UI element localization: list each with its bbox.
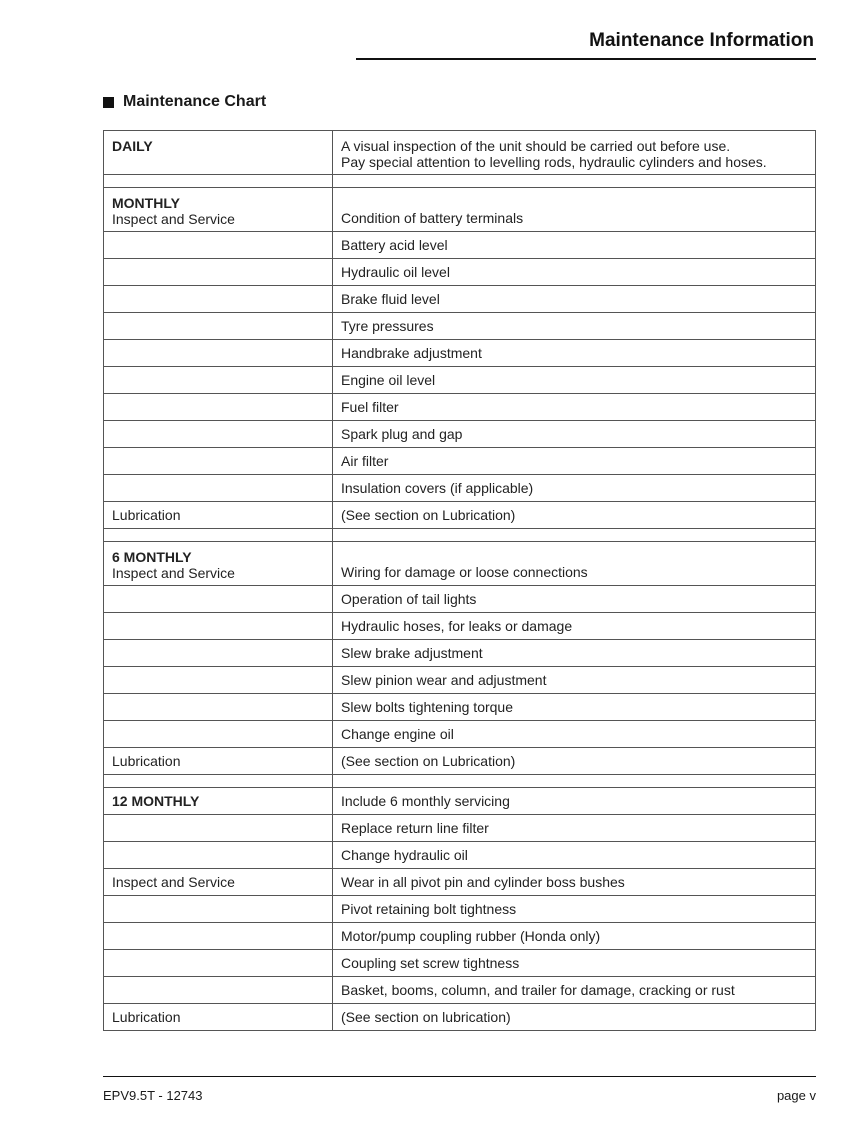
monthly-item-row [104,367,816,394]
twelve-monthly-item-row-label [104,842,333,869]
twelve-monthly-item-row-label [104,788,333,815]
monthly-item-row [104,313,816,340]
monthly-item-row-text: Handbrake adjustment [333,340,816,367]
maintenance-chart-table [103,130,816,1031]
twelve-monthly-item-row-label [104,815,333,842]
monthly-item-row-label [104,313,333,340]
monthly-sublabel: Inspect and Service [112,211,235,227]
square-bullet-icon [103,97,114,108]
monthly-item-row-label [104,448,333,475]
monthly-label: MONTHLY [112,195,180,211]
six-monthly-item-row-text: Slew pinion wear and adjustment [333,667,816,694]
twelve-monthly-item-row [104,977,816,1004]
monthly-item-row-label [104,367,333,394]
section-heading [103,93,266,111]
monthly-item-row-text: Engine oil level [333,367,816,394]
twelve-monthly-label: 12 MONTHLY [112,793,200,809]
monthly-item-row-label [104,259,333,286]
six-monthly-lubrication-row-text: (See section on Lubrication) [333,748,816,775]
twelve-monthly-item-row [104,923,816,950]
six-monthly-item-row-label [104,640,333,667]
monthly-item-row-label [104,421,333,448]
monthly-item-row [104,286,816,313]
monthly-lubrication-row-text: (See section on Lubrication) [333,502,816,529]
six-monthly-item-row-label [104,613,333,640]
twelve-monthly-item-row-text: Include 6 monthly servicing [333,788,816,815]
monthly-item-row [104,421,816,448]
footer-divider [103,1076,816,1077]
monthly-header-row [104,188,816,232]
twelve-monthly-inspect-row [104,869,816,896]
six-monthly-item-row-label [104,586,333,613]
monthly-item-row-text: Brake fluid level [333,286,816,313]
twelve-monthly-item-row-label [104,923,333,950]
daily-text-line1: A visual inspection of the unit should be carried out before use. [341,138,731,154]
twelve-monthly-inspect-row-text: Wear in all pivot pin and cylinder boss bushes [333,869,816,896]
six-monthly-item-row-label [104,667,333,694]
daily-label-cell [104,131,333,175]
six-monthly-item-row [104,667,816,694]
monthly-label-cell [104,188,333,232]
twelve-monthly-inspect-row-label: Inspect and Service [104,869,333,896]
page-header-title: Maintenance Information [589,30,814,51]
monthly-first-item: Condition of battery terminals [333,188,816,232]
monthly-item-row [104,259,816,286]
six-monthly-sublabel: Inspect and Service [112,565,235,581]
monthly-item-row-label [104,340,333,367]
monthly-item-row-text: Insulation covers (if applicable) [333,475,816,502]
twelve-monthly-item-row-text: Pivot retaining bolt tightness [333,896,816,923]
monthly-lubrication-row-label: Lubrication [104,502,333,529]
twelve-monthly-item-row-label [104,977,333,1004]
monthly-item-row [104,340,816,367]
six-monthly-item-row-text: Change engine oil [333,721,816,748]
twelve-monthly-item-row [104,842,816,869]
twelve-monthly-item-row [104,815,816,842]
monthly-item-row-label [104,232,333,259]
spacer-row [104,529,816,542]
six-monthly-lubrication-row-label: Lubrication [104,748,333,775]
monthly-item-row-text: Fuel filter [333,394,816,421]
six-monthly-item-row-text: Slew bolts tightening torque [333,694,816,721]
monthly-item-row-text: Air filter [333,448,816,475]
twelve-monthly-item-row-label [104,896,333,923]
six-monthly-item-row [104,694,816,721]
six-monthly-item-row-text: Operation of tail lights [333,586,816,613]
twelve-monthly-lubrication-row-label: Lubrication [104,1004,333,1031]
twelve-monthly-item-row-text: Replace return line filter [333,815,816,842]
monthly-item-row-label [104,394,333,421]
monthly-item-row [104,448,816,475]
twelve-monthly-item-row-text: Coupling set screw tightness [333,950,816,977]
spacer-row [104,775,816,788]
section-heading-text: Maintenance Chart [123,93,267,110]
daily-row [104,131,816,175]
monthly-item-row [104,475,816,502]
six-monthly-first-item: Wiring for damage or loose connections [333,542,816,586]
daily-text-cell [333,131,816,175]
twelve-monthly-item-row [104,896,816,923]
monthly-lubrication-row [104,502,816,529]
six-monthly-label-cell [104,542,333,586]
document-code: EPV9.5T - 12743 [103,1088,203,1103]
six-monthly-item-row [104,586,816,613]
six-monthly-item-row [104,613,816,640]
monthly-item-row-text: Hydraulic oil level [333,259,816,286]
monthly-item-row [104,394,816,421]
page-number: page v [776,1088,816,1103]
twelve-monthly-item-row-text: Change hydraulic oil [333,842,816,869]
twelve-monthly-item-row-text: Basket, booms, column, and trailer for damage, cracking or rust [333,977,816,1004]
six-monthly-label: 6 MONTHLY [112,549,192,565]
six-monthly-item-row [104,721,816,748]
twelve-monthly-lubrication-row [104,1004,816,1031]
twelve-monthly-item-row-label [104,950,333,977]
twelve-monthly-item-row-text: Motor/pump coupling rubber (Honda only) [333,923,816,950]
twelve-monthly-lubrication-row-text: (See section on lubrication) [333,1004,816,1031]
six-monthly-item-row-label [104,721,333,748]
monthly-item-row-text: Battery acid level [333,232,816,259]
six-monthly-item-row-text: Slew brake adjustment [333,640,816,667]
monthly-item-row-label [104,475,333,502]
monthly-item-row-label [104,286,333,313]
six-monthly-lubrication-row [104,748,816,775]
header-divider [356,58,816,60]
daily-label: DAILY [112,138,153,154]
monthly-item-row [104,232,816,259]
daily-text-line2: Pay special attention to levelling rods, hydraulic cylinders and hoses. [341,154,767,170]
monthly-item-row-text: Spark plug and gap [333,421,816,448]
twelve-monthly-item-row [104,788,816,815]
spacer-row [104,175,816,188]
monthly-item-row-text: Tyre pressures [333,313,816,340]
six-monthly-header-row [104,542,816,586]
twelve-monthly-item-row [104,950,816,977]
six-monthly-item-row-text: Hydraulic hoses, for leaks or damage [333,613,816,640]
six-monthly-item-row [104,640,816,667]
six-monthly-item-row-label [104,694,333,721]
